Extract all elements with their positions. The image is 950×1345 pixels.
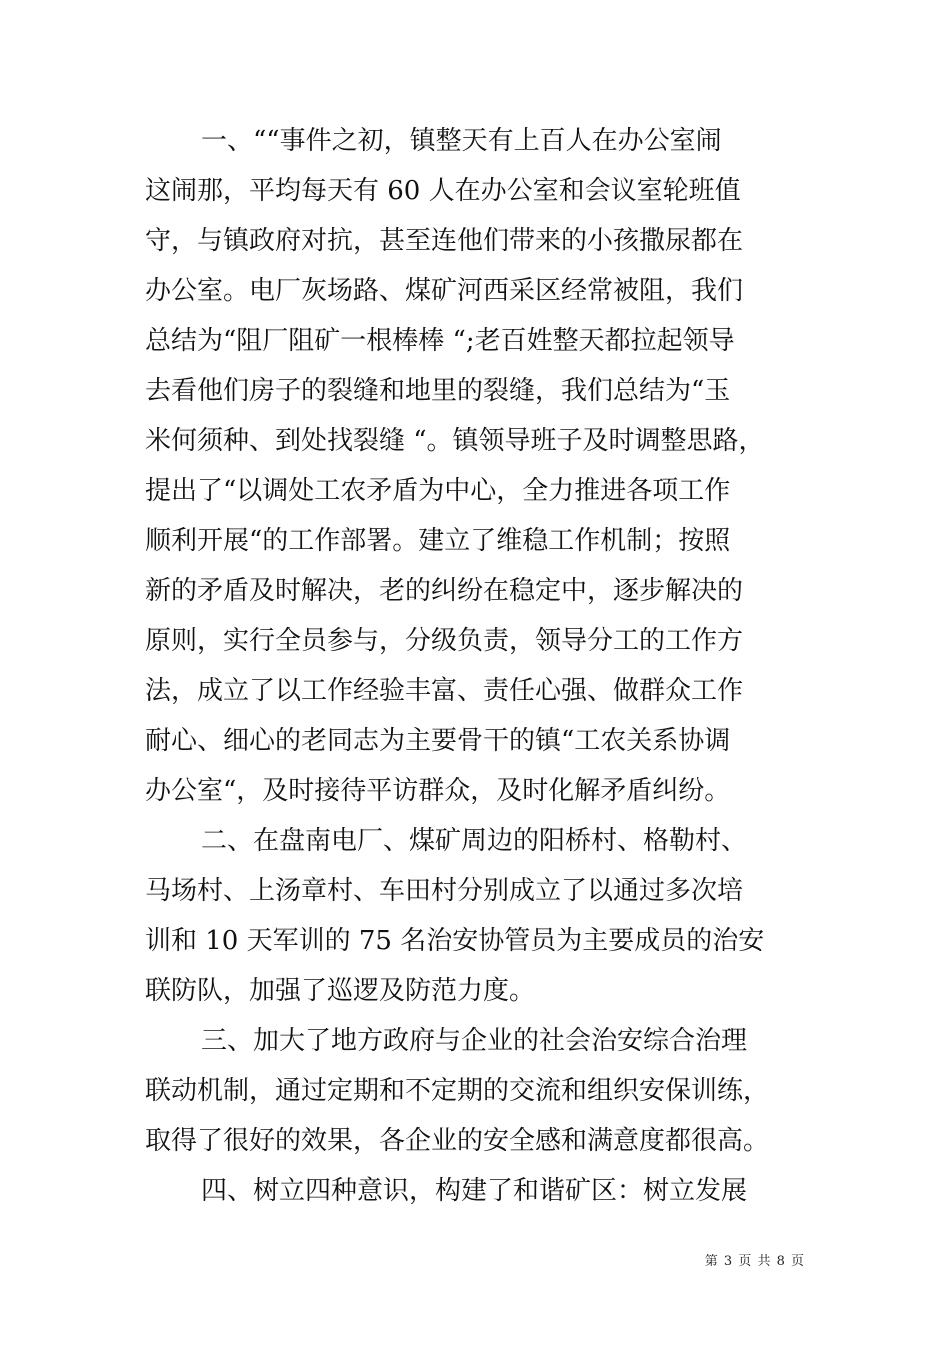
text-line: 四、树立四种意识，构建了和谐矿区：树立发展	[201, 1176, 748, 1206]
text-line: 联动机制，通过定期和不定期的交流和组织安保训练，	[145, 1076, 770, 1106]
text-line: 马场村、上汤章村、车田村分别成立了以通过多次培	[145, 876, 744, 906]
text-line: 去看他们房子的裂缝和地里的裂缝，我们总结为“玉	[145, 376, 731, 406]
page-footer: 第 3 页 共 8 页	[704, 1254, 805, 1269]
text-line: 新的矛盾及时解决，老的纠纷在稳定中，逐步解决的	[145, 576, 744, 606]
text-line: 提出了“以调处工农矛盾为中心，全力推进各项工作	[145, 476, 731, 506]
text-line: 训和 10 天军训的 75 名治安协管员为主要成员的治安	[145, 926, 765, 956]
text-line: 二、在盘南电厂、煤矿周边的阳桥村、格勒村、	[201, 826, 748, 856]
text-line: 总结为“阻厂阻矿一根棒棒 “;老百姓整天都拉起领导	[145, 326, 735, 356]
text-line: 一、““事件之初，镇整天有上百人在办公室闹	[201, 126, 722, 156]
text-line: 法，成立了以工作经验丰富、责任心强、做群众工作	[145, 676, 744, 706]
text-line: 这闹那，平均每天有 60 人在办公室和会议室轮班值	[145, 176, 741, 206]
text-line: 守，与镇政府对抗，甚至连他们带来的小孩撒尿都在	[145, 226, 744, 256]
text-line: 耐心、细心的老同志为主要骨干的镇“工农关系协调	[145, 726, 731, 756]
text-line: 三、加大了地方政府与企业的社会治安综合治理	[201, 1026, 748, 1056]
text-line: 取得了很好的效果，各企业的安全感和满意度都很高。	[145, 1126, 770, 1156]
text-line: 联防队，加强了巡逻及防范力度。	[145, 976, 536, 1006]
text-line: 顺利开展“的工作部署。建立了维稳工作机制；按照	[145, 526, 731, 556]
text-line: 办公室“，及时接待平访群众，及时化解矛盾纠纷。	[145, 776, 731, 806]
text-line: 办公室。电厂灰场路、煤矿河西采区经常被阻，我们	[145, 276, 744, 306]
text-line: 米何须种、到处找裂缝 “。镇领导班子及时调整思路，	[145, 426, 765, 456]
text-line: 原则，实行全员参与，分级负责，领导分工的工作方	[145, 626, 744, 656]
body-text	[145, 116, 795, 1216]
